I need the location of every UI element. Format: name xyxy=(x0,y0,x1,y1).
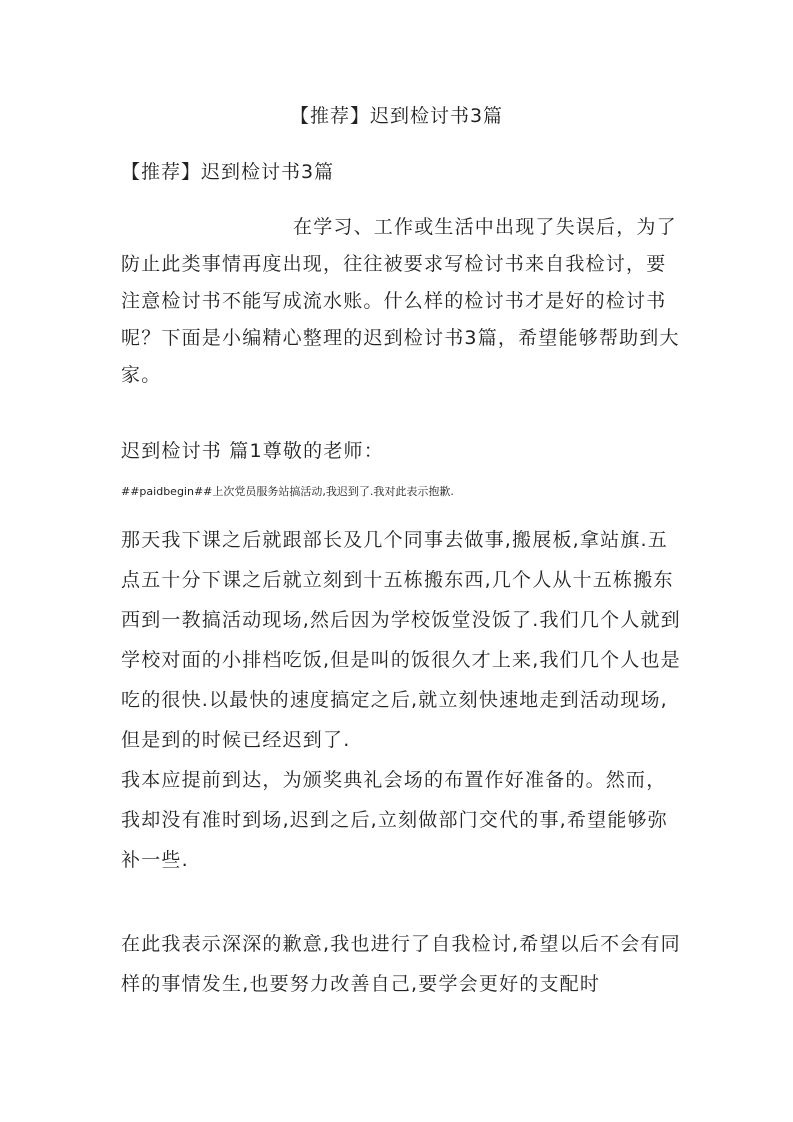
paid-marker-line: ##paidbegin##上次党员服务站搞活动,我迟到了.我对此表示抱歉. xyxy=(121,485,454,498)
intro-rest: 了防止此类事情再度出现，往往被要求写检讨书来自我检讨，要注意检讨书不能写成流水账。什么样的检讨书才是好的检讨书呢？下面是小编精心整理的迟到检讨书3篇，希望能够帮助到大家。 xyxy=(121,216,680,386)
intro-first-line: 在学习、工作或生活中出现了失误后，为 xyxy=(293,216,657,238)
body-paragraph-2: 我本应提前到达，为颁奖典礼会场的布置作好准备的。然而，我却没有准时到场,迟到之后,立刻做部门交代的事,希望能够弥补一些. xyxy=(121,769,668,871)
document-subtitle: 【推荐】迟到检讨书3篇 xyxy=(121,161,335,183)
document-title: 【推荐】迟到检讨书3篇 xyxy=(289,105,504,127)
body-paragraph-1: 那天我下课之后就跟部长及几个同事去做事,搬展板,拿站旗.五点五十分下课之后就立刻到十五栋搬东西,几个人从十五栋搬东西到一教搞活动现场,然后因为学校饭堂没饭了.我们几个人就到学校对面的小排档吃饭,但是叫的饭很久才上来,我们几个人也是吃的很快.以最快的速度搞定之后,就立刻快速地走到活动现场,但是到的时候已经迟到了. xyxy=(121,529,681,751)
intro-paragraph xyxy=(121,209,681,394)
section-heading: 迟到检讨书 篇1尊敬的老师： xyxy=(121,440,384,462)
body-paragraph-3: 在此我表示深深的歉意,我也进行了自我检讨,希望以后不会有同样的事情发生,也要努力改善自己,要学会更好的支配时 xyxy=(121,933,681,995)
